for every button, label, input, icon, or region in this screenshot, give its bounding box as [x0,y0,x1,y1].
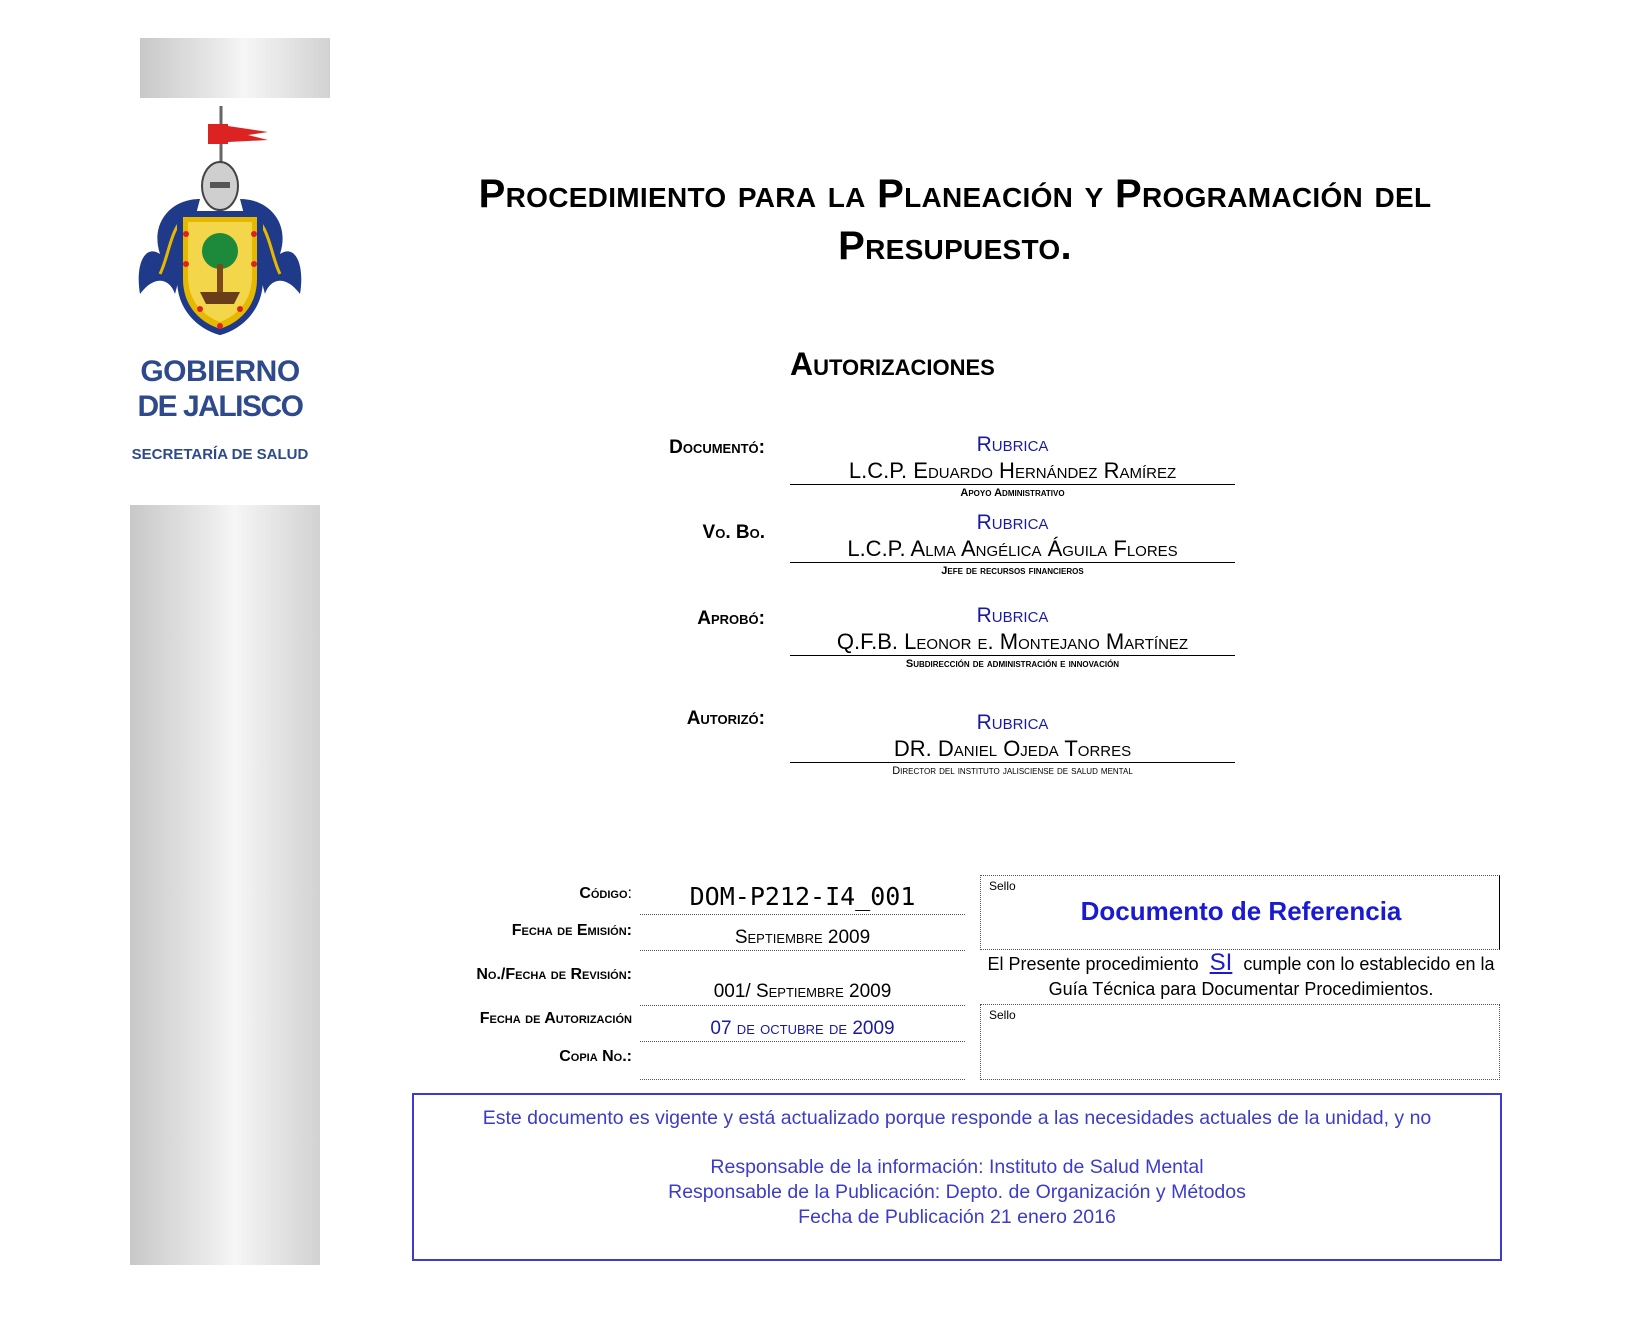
auth-name: L.C.P. Alma Angélica Águila Flores [790,536,1235,563]
codigo-colon: : [627,885,632,902]
responsables-block [414,1155,1500,1230]
side-gradient-bar [130,505,320,1265]
auth-name: L.C.P. Eduardo Hernández Ramírez [790,458,1235,485]
emision-label: Fecha de Emisión: [511,922,632,939]
document-title-line1: Procedimiento para la Planeación y Programación del [478,172,1432,216]
codigo-label-text: Código [579,885,628,902]
auth-signature: Rubrica [976,433,1049,456]
document-title-line2: Presupuesto. [838,224,1072,268]
autorizacion-label: Fecha de Autorización [479,1010,632,1027]
gov-title-line1: GOBIERNO [140,355,300,388]
auth-signature: Rubrica [976,511,1049,534]
auth-block-documento [790,432,1235,501]
present-after: cumple con lo establecido en la Guía Técnica para Documentar Procedimientos. [1048,954,1495,999]
sello-box-reference [980,875,1500,950]
present-si-mark: SI [1209,949,1233,976]
sello-label: Sello [989,879,1016,893]
sello-box-empty [980,1004,1500,1080]
vigencia-text: Este documento es vigente y está actualizado porque responde a las necesidades actuales de la unidad, y no [482,1107,1432,1129]
auth-signature: Rubrica [976,711,1049,734]
responsable-publicacion: Responsable de la Publicación: Depto. de Organización y Métodos [668,1181,1246,1203]
auth-block-vobo [790,510,1235,579]
auth-role: Subdirección de administración e innovación [905,658,1120,670]
auth-label-aprobo: Aprobó: [697,608,765,629]
auth-block-aprobo [790,603,1235,672]
revision-value: 001/ Septiembre 2009 [640,978,965,1006]
auth-signature: Rubrica [976,604,1049,627]
auth-label-vobo: Vo. Bo. [702,522,765,543]
copia-label: Copia No.: [559,1048,632,1065]
jalisco-coat-of-arms-icon [130,104,310,344]
reference-stamp: Documento de Referencia [1080,896,1402,926]
auth-name: Q.F.B. Leonor e. Montejano Martínez [790,629,1235,656]
document-title [395,168,1515,272]
guia-tecnica-statement [982,950,1500,1002]
top-gradient-bar [140,38,330,98]
autorizaciones-heading: Autorizaciones [790,346,995,382]
codigo-label [400,885,632,903]
revision-label: No./Fecha de Revisión: [476,966,632,983]
auth-label-documento: Documentó: [669,437,765,458]
responsable-informacion: Responsable de la información: Instituto de Salud Mental [710,1156,1204,1178]
auth-role: Director del instituto jalisciense de salud mental [892,765,1133,777]
gov-title-line2: DE JALISCO [137,390,303,423]
codigo-value: DOM-P212-I4_001 [640,878,965,915]
secretaria-label: SECRETARÍA DE SALUD [131,446,309,463]
emision-value: Septiembre 2009 [640,925,965,951]
auth-name: DR. Daniel Ojeda Torres [790,736,1235,763]
auth-label-autorizo: Autorizó: [686,708,765,729]
auth-block-autorizo [790,710,1235,779]
autorizacion-value: 07 de octubre de 2009 [640,1015,965,1042]
vigencia-box [412,1093,1502,1261]
fecha-publicacion: Fecha de Publicación 21 enero 2016 [798,1206,1116,1228]
auth-role: Jefe de recursos financieros [941,565,1084,577]
present-before: El Presente procedimiento [987,954,1204,974]
sello-label: Sello [989,1008,1016,1022]
auth-role: Apoyo Administrativo [960,487,1065,499]
copia-value [640,1050,965,1080]
